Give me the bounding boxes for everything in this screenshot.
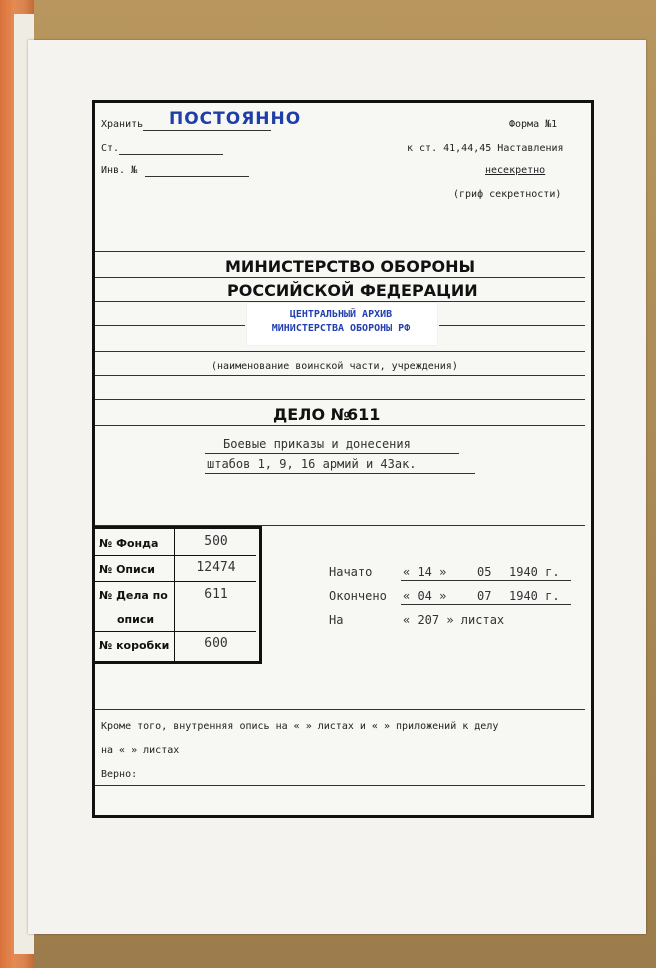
started-label: Начато bbox=[329, 565, 373, 579]
unit-caption: (наименование воинской части, учреждения) bbox=[211, 361, 458, 372]
verified-label: Верно: bbox=[101, 769, 138, 780]
archive-stamp-line2: МИНИСТЕРСТВА ОБОРОНЫ РФ bbox=[271, 323, 411, 334]
korobki-label: № коробки bbox=[99, 639, 170, 652]
central-archive-stamp bbox=[247, 303, 437, 345]
delo-value: 611 bbox=[204, 587, 228, 602]
registry-column-separator bbox=[174, 529, 175, 661]
started-underline bbox=[401, 580, 571, 581]
rule-4b bbox=[439, 325, 585, 326]
subject-underline-2 bbox=[205, 473, 475, 474]
started-month: 05 bbox=[477, 565, 492, 579]
registry-table bbox=[95, 526, 262, 664]
secrecy-value: несекретно bbox=[485, 165, 546, 176]
delo-po-label: № Дела по bbox=[99, 589, 168, 602]
registry-row-line-3 bbox=[95, 631, 256, 632]
registry-row-line-2 bbox=[95, 581, 256, 582]
rule-2 bbox=[95, 277, 585, 278]
sheets-label: На bbox=[329, 613, 344, 627]
opis-label: № Описи bbox=[99, 563, 155, 576]
sheets-value: « 207 » листах bbox=[403, 613, 505, 627]
subject-underline-1 bbox=[205, 453, 459, 454]
started-year: 1940 г. bbox=[509, 565, 560, 579]
finished-month: 07 bbox=[477, 589, 492, 603]
finished-underline bbox=[401, 604, 571, 605]
ministry-title-line2: РОССИЙСКОЙ ФЕДЕРАЦИИ bbox=[227, 281, 478, 300]
cover-frame bbox=[92, 100, 594, 818]
regulation-reference: к ст. 41,44,45 Наставления bbox=[407, 143, 564, 154]
fond-label: № Фонда bbox=[99, 537, 159, 550]
fond-value: 500 bbox=[204, 534, 228, 549]
finished-year: 1940 г. bbox=[509, 589, 560, 603]
delo-opisi-label: описи bbox=[117, 613, 155, 626]
rule-8 bbox=[95, 425, 585, 426]
rule-5 bbox=[95, 351, 585, 352]
form-number: Форма №1 bbox=[509, 119, 558, 130]
st-underline bbox=[119, 154, 223, 155]
permanent-storage-stamp: ПОСТОЯННО bbox=[169, 109, 302, 129]
opis-value: 12474 bbox=[196, 560, 236, 575]
subject-line2: штабов 1, 9, 16 армий и 43ак. bbox=[207, 457, 417, 471]
st-label: Ст. bbox=[101, 143, 120, 154]
rule-7 bbox=[95, 399, 585, 400]
khranit-underline bbox=[143, 130, 271, 131]
ministry-title-line1: МИНИСТЕРСТВО ОБОРОНЫ bbox=[225, 257, 476, 276]
rule-3 bbox=[95, 301, 585, 302]
case-label: ДЕЛО № bbox=[273, 405, 350, 424]
secrecy-caption: (гриф секретности) bbox=[453, 189, 562, 200]
case-number: 611 bbox=[347, 405, 381, 424]
archive-stamp-line1: ЦЕНТРАЛЬНЫЙ АРХИВ bbox=[289, 309, 393, 320]
subject-line1: Боевые приказы и донесения bbox=[223, 437, 411, 451]
inventory-note-line2: на « » листах bbox=[101, 745, 180, 756]
rule-6 bbox=[95, 375, 585, 376]
rule-4a bbox=[95, 325, 245, 326]
inv-underline bbox=[145, 176, 249, 177]
registry-row-line-1 bbox=[95, 555, 256, 556]
cover-sheet bbox=[28, 40, 646, 934]
rule-1 bbox=[95, 251, 585, 252]
korobki-value: 600 bbox=[204, 636, 228, 651]
rule-11 bbox=[95, 785, 585, 786]
started-day: « 14 » bbox=[403, 565, 447, 579]
finished-label: Окончено bbox=[329, 589, 387, 603]
inventory-note-line1: Кроме того, внутренняя опись на « » листах и « » приложений к делу bbox=[101, 721, 499, 732]
rule-10 bbox=[95, 709, 585, 710]
inv-label: Инв. № bbox=[101, 165, 138, 176]
khranit-label: Хранить bbox=[101, 119, 144, 130]
finished-day: « 04 » bbox=[403, 589, 447, 603]
